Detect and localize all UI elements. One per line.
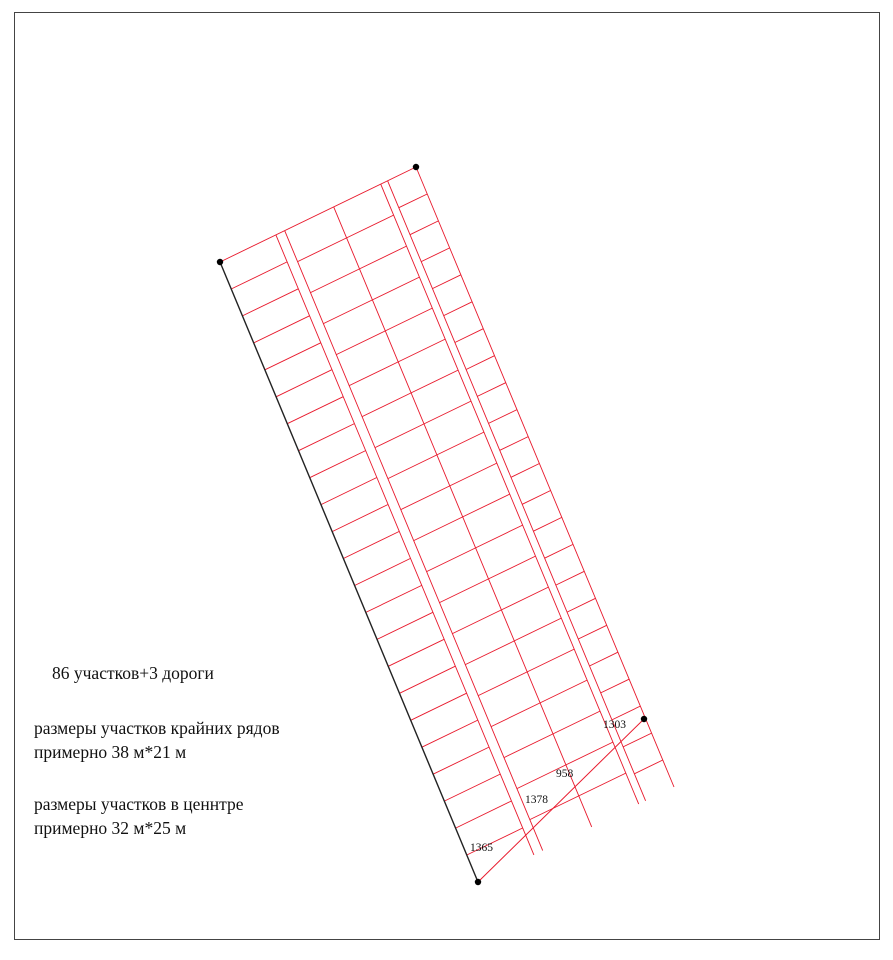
east-boundary-line bbox=[416, 167, 674, 787]
west-row-plot-divider bbox=[355, 558, 411, 585]
center-east-row-plot-divider bbox=[450, 463, 497, 486]
center-west-row-plot-divider bbox=[504, 734, 553, 758]
plot-count-note: 86 участков+3 дороги bbox=[52, 663, 214, 683]
center-west-row-plot-divider bbox=[388, 455, 437, 479]
center-west-row-plot-divider bbox=[349, 362, 398, 386]
east-row-plot-divider bbox=[545, 544, 573, 558]
west-row-plot-divider bbox=[366, 585, 422, 612]
center-west-row-plot-divider bbox=[478, 672, 527, 696]
corner-point-nw bbox=[217, 259, 223, 265]
east-row-plot-divider bbox=[578, 625, 606, 639]
east-row-plot-divider bbox=[444, 302, 472, 316]
east-row-plot-divider bbox=[466, 356, 494, 370]
center-east-row-plot-divider bbox=[489, 556, 536, 579]
center-west-row-plot-divider bbox=[414, 517, 463, 541]
center-east-row-plot-divider bbox=[540, 680, 587, 703]
row-divider-1 bbox=[285, 231, 543, 851]
edge-size-note-line1: размеры участков крайних рядов bbox=[34, 718, 280, 738]
center-west-row-plot-divider bbox=[375, 424, 424, 448]
center-size-note-line2: примерно 32 м*25 м bbox=[34, 818, 187, 838]
center-east-row-plot-divider bbox=[398, 339, 445, 362]
center-east-row-plot-divider bbox=[501, 587, 548, 610]
center-east-row-plot-divider bbox=[553, 711, 600, 734]
plot-grid bbox=[220, 167, 674, 855]
center-west-row-plot-divider bbox=[491, 703, 540, 727]
west-row-plot-divider bbox=[433, 747, 489, 774]
east-row-plot-divider bbox=[533, 517, 561, 531]
center-west-row-plot-divider bbox=[440, 579, 489, 603]
center-west-row-plot-divider bbox=[401, 486, 450, 510]
center-east-row-plot-divider bbox=[360, 246, 407, 269]
east-row-plot-divider bbox=[500, 437, 528, 451]
plot-label-958: 958 bbox=[556, 768, 574, 780]
west-row-plot-divider bbox=[276, 370, 332, 397]
plot-label-1303: 1303 bbox=[603, 719, 626, 731]
west-row-plot-divider bbox=[388, 639, 444, 666]
west-row-plot-divider bbox=[310, 451, 366, 478]
east-row-plot-divider bbox=[590, 652, 618, 666]
center-east-row-plot-divider bbox=[476, 525, 523, 548]
center-east-row-plot-divider bbox=[372, 277, 419, 300]
east-row-plot-divider bbox=[477, 383, 505, 397]
west-row-plot-divider bbox=[411, 693, 467, 720]
corner-point-ne bbox=[413, 164, 419, 170]
east-row-plot-divider bbox=[455, 329, 483, 343]
west-row-plot-divider bbox=[231, 262, 287, 289]
east-row-plot-divider bbox=[567, 598, 595, 612]
west-row-plot-divider bbox=[444, 774, 500, 801]
east-row-plot-divider bbox=[399, 194, 427, 208]
east-row-plot-divider bbox=[511, 464, 539, 478]
center-west-row-plot-divider bbox=[362, 393, 411, 417]
east-row-plot-divider bbox=[432, 275, 461, 289]
west-row-plot-divider bbox=[265, 343, 321, 370]
center-west-row-plot-divider bbox=[452, 610, 501, 634]
center-west-row-plot-divider bbox=[311, 269, 360, 293]
center-east-row-plot-divider bbox=[385, 308, 432, 331]
corner-point-se bbox=[641, 716, 647, 722]
west-row-plot-divider bbox=[377, 612, 433, 639]
west-row-plot-divider bbox=[254, 316, 310, 343]
center-east-row-plot-divider bbox=[566, 742, 613, 765]
center-east-row-plot-divider bbox=[514, 618, 561, 641]
row-divider-4 bbox=[388, 181, 646, 801]
plot-label-1378: 1378 bbox=[525, 794, 548, 806]
west-row-plot-divider bbox=[321, 478, 377, 505]
center-east-row-plot-divider bbox=[437, 432, 484, 455]
center-east-row-plot-divider bbox=[463, 494, 510, 517]
center-size-note-line1: размеры участков в ценнтре bbox=[34, 794, 244, 814]
east-row-plot-divider bbox=[601, 679, 629, 693]
center-west-row-plot-divider bbox=[465, 641, 514, 665]
west-boundary-line bbox=[220, 262, 478, 882]
east-row-plot-divider bbox=[489, 410, 518, 424]
center-west-row-plot-divider bbox=[298, 238, 347, 262]
corner-point-sw bbox=[475, 879, 481, 885]
plot-label-1365: 1365 bbox=[470, 842, 493, 854]
west-row-plot-divider bbox=[299, 424, 355, 451]
west-row-plot-divider bbox=[422, 720, 478, 747]
row-divider-0 bbox=[276, 235, 534, 855]
edge-size-note-line2: примерно 38 м*21 м bbox=[34, 742, 187, 762]
east-row-plot-divider bbox=[556, 571, 585, 585]
east-row-plot-divider bbox=[612, 706, 640, 720]
north-boundary-line bbox=[220, 167, 416, 262]
west-row-plot-divider bbox=[456, 801, 512, 828]
center-east-row-plot-divider bbox=[347, 215, 394, 238]
west-row-plot-divider bbox=[242, 289, 298, 316]
east-row-plot-divider bbox=[410, 221, 438, 235]
east-row-plot-divider bbox=[634, 760, 662, 774]
east-row-plot-divider bbox=[421, 248, 450, 262]
west-row-plot-divider bbox=[343, 531, 399, 558]
center-east-row-plot-divider bbox=[411, 370, 458, 393]
west-row-plot-divider bbox=[400, 666, 456, 693]
south-boundary-line bbox=[478, 719, 644, 882]
center-west-row-plot-divider bbox=[323, 300, 372, 324]
center-west-row-plot-divider bbox=[427, 548, 476, 572]
west-row-plot-divider bbox=[332, 505, 388, 532]
center-west-row-plot-divider bbox=[336, 331, 385, 355]
center-east-row-plot-divider bbox=[527, 649, 574, 672]
west-row-plot-divider bbox=[287, 397, 343, 424]
center-east-row-plot-divider bbox=[424, 401, 471, 424]
east-row-plot-divider bbox=[522, 491, 550, 505]
